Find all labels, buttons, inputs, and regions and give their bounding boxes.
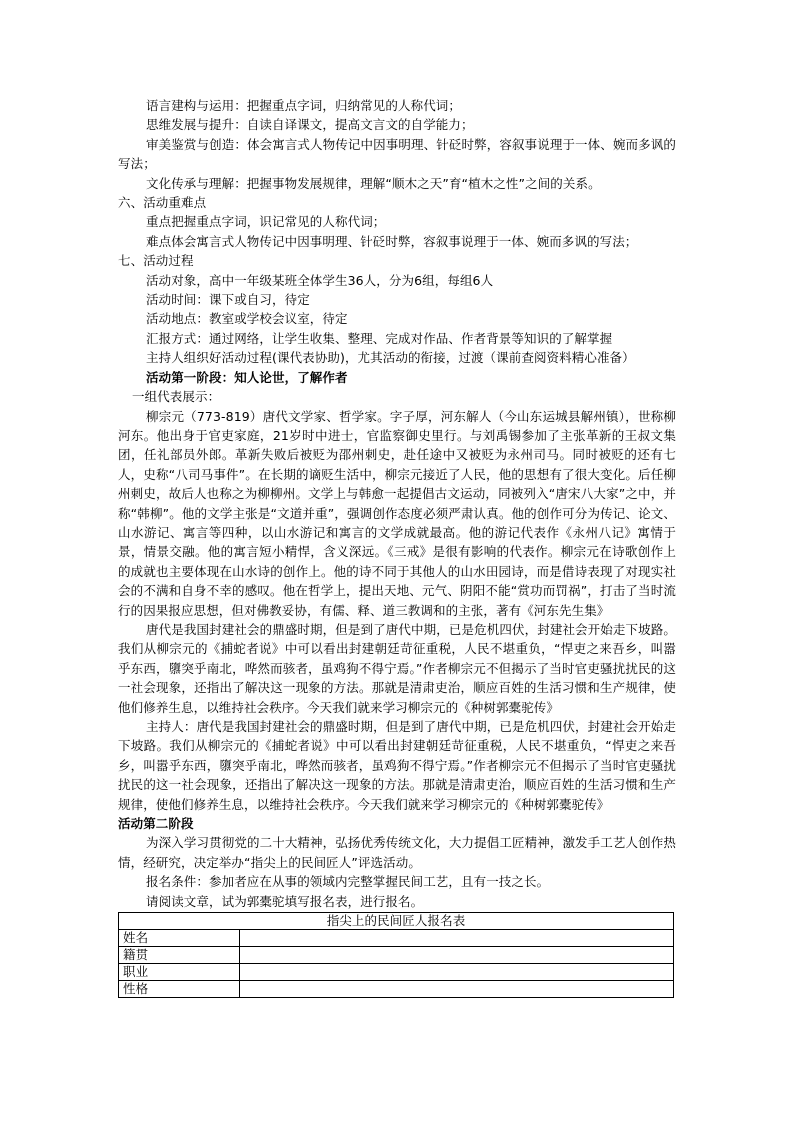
goal-language: 语言建构与运用：把握重点字词，归纳常见的人称代词； [146,98,462,113]
stage1-heading: 活动第一阶段：知人论世，了解作者 [146,369,348,385]
stage2-heading: 活动第二阶段 [118,816,194,832]
stage2-intro: 为深入学习贯彻党的二十大精神，弘扬优秀传统文化，大力提倡工匠精神，激发手工艺人创作热情，经研究，决定举办“指尖上的民间匠人”评选活动。 [118,835,676,870]
difficult-point: 难点体会寓言式人物传记中因事明理、针砭时弊，容叙事说理于一体、婉而多讽的写法； [146,233,638,249]
form-label-personality: 性格 [119,981,240,998]
signup-condition: 报名条件：参加者应在从事的领域内完整掌握民间工艺，且有一技之长。 [146,874,550,890]
author-bio: 柳宗元（773-819）唐代文学家、哲学家。字子厚，河东解人（今山东运城县解州镇），世称柳河东。他出身于官吏家庭，21岁时中进士，官监察御史里行。与刘禹锡参加了主张革新的王叔文集团，任礼部员外郎。革新失败后被贬为邵州刺史，赴任途中又被贬为永州司马。同时被贬的还有七人，史称“八司马事件”。在长期的谪贬生活中，柳宗元接近了人民，他的思想有了很大变化。后任柳州刺史，故后人也称之为柳柳州。文学上与韩愈一起提倡古文运动，同被列入“唐宋八大家”之中，并称“韩柳”。他的文学主张是“文道并重”，强调创作态度必须严肃认真。他的创作可分为传记、论文、山水游记、寓言等四种，以山水游记和寓言的文学成就最高。他的游记代表作《永州八记》寓情于景，情景交融。他的寓言短小精悍，含义深远。《三戒》是很有影响的代表作。柳宗元在诗歌创作上的成就也主要体现在山水诗的创作上。他的诗不同于其他人的山水田园诗，而是借诗表现了对现实社会的不满和自身不幸的感叹。他在哲学上，提出天地、元气、阴阳不能“赏功而罚祸”，打击了当时流行的因果报应思想，但对佛教妥协，有儒、释、道三教调和的主张，著有《河东先生集》 [118,408,676,618]
group1-show: 一组代表展示： [132,389,221,405]
goal-thinking: 思维发展与提升：自读自译课文，提高文言文的自学能力； [146,117,474,133]
key-point: 重点把握重点字词，识记常见的人称代词； [146,214,386,230]
form-value-occupation[interactable] [240,964,674,981]
host-speech: 主持人：唐代是我国封建社会的鼎盛时期，但是到了唐代中期，已是危机四伏，封建社会开始走下坡路。我们从柳宗元的《捕蛇者说》中可以看出封建朝廷苛征重税，人民不堪重负，“悍吏之来吾乡，叫嚣乎东西，隳突乎南北，哗然而骇者，虽鸡狗不得宁焉。”作者柳宗元不但揭示了当时官吏骚扰扰民的这一社会现象，还指出了解决这一现象的方法。那就是清肃吏治，顺应百姓的生活习惯和生产规律，使他们修养生息，以维持社会秩序。今天我们就来学习柳宗元的《种树郭橐驼传》 [118,719,676,812]
table-row [119,964,674,981]
signup-form-table [118,912,674,998]
host-organize: 主持人组织好活动过程(课代表协助)，尤其活动的衔接，过渡（课前查阅资料精心准备） [146,350,635,366]
goal-aesthetic: 审美鉴赏与创造：体会寓言式人物传记中因事明理、针砭时弊，容叙事说理于一体、婉而多讽的写法； [118,136,676,172]
read-instruction: 请阅读文章，试为郭橐驼填写报名表，进行报名。 [146,893,424,909]
tang-dynasty-paragraph: 唐代是我国封建社会的鼎盛时期，但是到了唐代中期，已是危机四伏，封建社会开始走下坡路。我们从柳宗元的《捕蛇者说》中可以看出封建朝廷苛征重税，人民不堪重负，“悍吏之来吾乡，叫嚣乎东西，隳突乎南北，哗然而骇者，虽鸡狗不得宁焉。”作者柳宗元不但揭示了当时官吏骚扰扰民的这一社会现象，还指出了解决这一现象的方法。那就是清肃吏治，顺应百姓的生活习惯和生产规律，使他们修养生息，以维持社会秩序。今天我们就来学习柳宗元的《种树郭橐驼传》 [118,621,676,715]
form-value-personality[interactable] [240,981,674,998]
form-value-origin[interactable] [240,947,674,964]
activity-target: 活动对象，高中一年级某班全体学生36人，分为6组，每组6人 [146,272,494,288]
document-page [118,96,676,998]
report-method: 汇报方式：通过网络，让学生收集、整理、完成对作品、作者背景等知识的了解掌握 [146,330,613,346]
form-title: 指尖上的民间匠人报名表 [119,913,674,930]
goal-culture: 文化传承与理解：把握事物发展规律，理解“顺木之天”育“植木之性”之间的关系。 [146,175,601,191]
form-label-name: 姓名 [119,930,240,947]
form-label-occupation: 职业 [119,964,240,981]
form-label-origin: 籍贯 [119,947,240,964]
activity-place: 活动地点：教室或学校会议室，待定 [146,311,348,327]
table-row [119,930,674,947]
table-row [119,981,674,998]
table-row [119,947,674,964]
section6-heading: 六、活动重难点 [118,195,207,211]
form-value-name[interactable] [240,930,674,947]
activity-time: 活动时间：课下或自习，待定 [146,292,310,308]
section7-heading: 七、活动过程 [118,253,194,269]
